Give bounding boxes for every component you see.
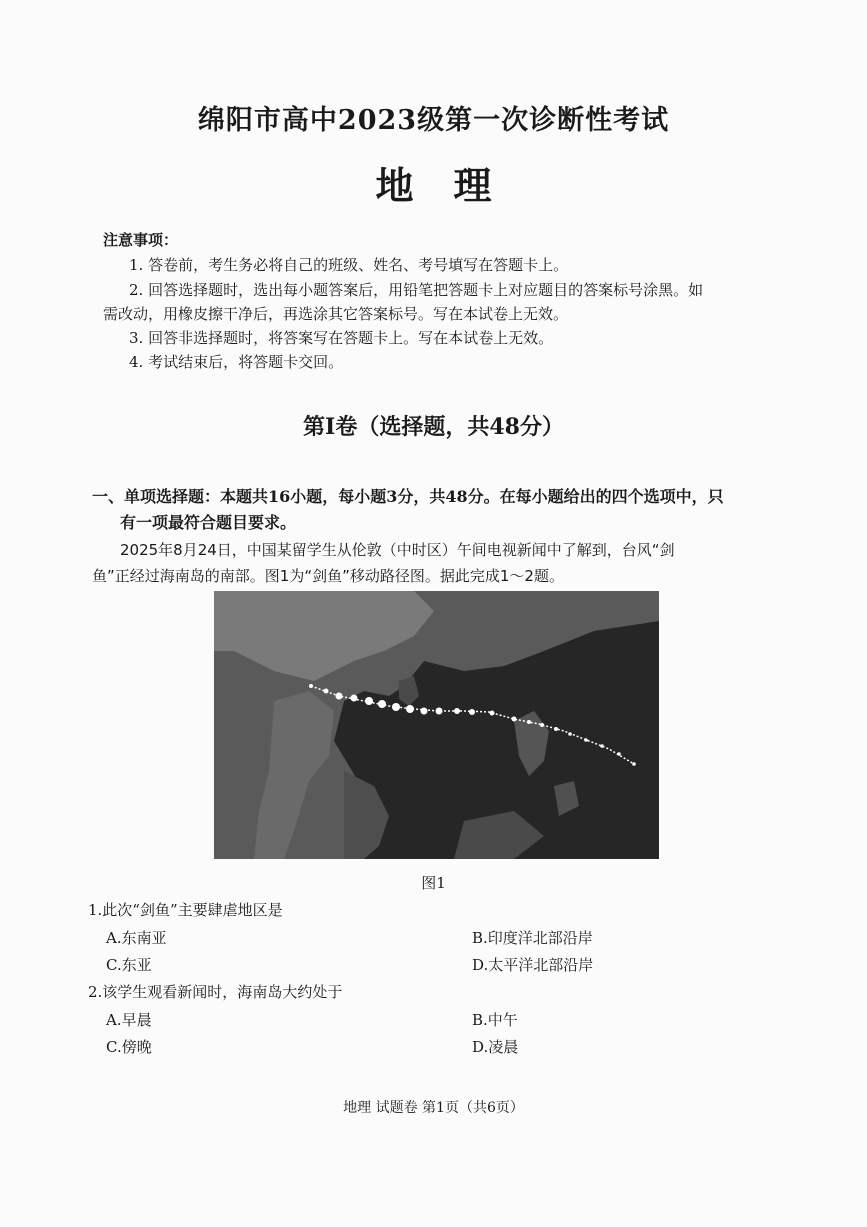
track-point bbox=[490, 711, 495, 716]
question-2-option-d: D.凌晨 bbox=[472, 1038, 519, 1056]
track-point bbox=[584, 738, 588, 742]
stem-line-1: 2025年8月24日，中国某留学生从伦敦（中时区）午间电视新闻中了解到，台风“剑 bbox=[120, 541, 675, 559]
track-point bbox=[540, 723, 544, 727]
question-1-stem: 1.此次“剑鱼”主要肆虐地区是 bbox=[88, 901, 283, 919]
notice-heading: 注意事项： bbox=[103, 231, 179, 249]
exam-title: 绵阳市高中2023级第一次诊断性考试 bbox=[197, 105, 670, 136]
page-footer: 地理 试题卷 第1页（共6页） bbox=[343, 1100, 524, 1116]
part-heading-line-2: 有一项最符合题目要求。 bbox=[120, 513, 297, 532]
track-point bbox=[436, 708, 443, 715]
question-1-option-d: D.太平洋北部沿岸 bbox=[472, 956, 594, 974]
question-1-option-c: C.东亚 bbox=[106, 956, 152, 974]
part-heading bbox=[92, 484, 792, 536]
track-point bbox=[406, 705, 414, 713]
notice-line-5: 4. 考试结束后，将答题卡交回。 bbox=[129, 353, 344, 371]
notice-line-4: 3. 回答非选择题时，将答案写在答题卡上。写在本试卷上无效。 bbox=[129, 329, 554, 347]
track-point bbox=[324, 689, 329, 694]
question-1-option-a: A.东南亚 bbox=[106, 929, 167, 947]
question-1-option-b: B.印度洋北部沿岸 bbox=[472, 929, 593, 947]
notice-line-1: 1. 答卷前，考生务必将自己的班级、姓名、考号填写在答题卡上。 bbox=[129, 256, 569, 274]
track-point bbox=[512, 717, 517, 722]
track-point bbox=[351, 695, 358, 702]
typhoon-track-map bbox=[214, 591, 659, 859]
track-point bbox=[600, 744, 604, 748]
subject-title: 地理 bbox=[375, 163, 532, 208]
question-2-stem: 2.该学生观看新闻时，海南岛大约处于 bbox=[88, 983, 343, 1001]
question-2-option-a: A.早晨 bbox=[106, 1011, 152, 1029]
notice-line-2: 2. 回答选择题时，选出每小题答案后，用铅笔把答题卡上对应题目的答案标号涂黑。如 bbox=[129, 281, 704, 299]
track-point bbox=[454, 708, 460, 714]
track-point bbox=[421, 708, 428, 715]
track-point bbox=[392, 703, 400, 711]
stem-line-2: 鱼”正经过海南岛的南部。图1为“剑鱼”移动路径图。据此完成1～2题。 bbox=[92, 567, 564, 585]
track-point bbox=[378, 700, 386, 708]
figure-caption: 图1 bbox=[421, 874, 446, 892]
section-title: 第Ⅰ卷（选择题，共48分） bbox=[303, 414, 564, 440]
question-2-option-b: B.中午 bbox=[472, 1011, 518, 1029]
track-point bbox=[568, 732, 572, 736]
track-point bbox=[554, 727, 558, 731]
track-point bbox=[365, 697, 373, 705]
question-2-option-c: C.傍晚 bbox=[106, 1038, 152, 1056]
track-point bbox=[617, 752, 621, 756]
track-point bbox=[632, 762, 636, 766]
track-point bbox=[336, 693, 343, 700]
satellite-map-image bbox=[214, 591, 659, 859]
track-point bbox=[309, 684, 313, 688]
track-point bbox=[527, 720, 531, 724]
notice-line-3: 需改动，用橡皮擦干净后，再选涂其它答案标号。写在本试卷上无效。 bbox=[103, 305, 569, 323]
track-point bbox=[469, 709, 475, 715]
part-heading-line-1: 一、单项选择题：本题共16小题，每小题3分，共48分。在每小题给出的四个选项中，只 bbox=[92, 487, 724, 506]
